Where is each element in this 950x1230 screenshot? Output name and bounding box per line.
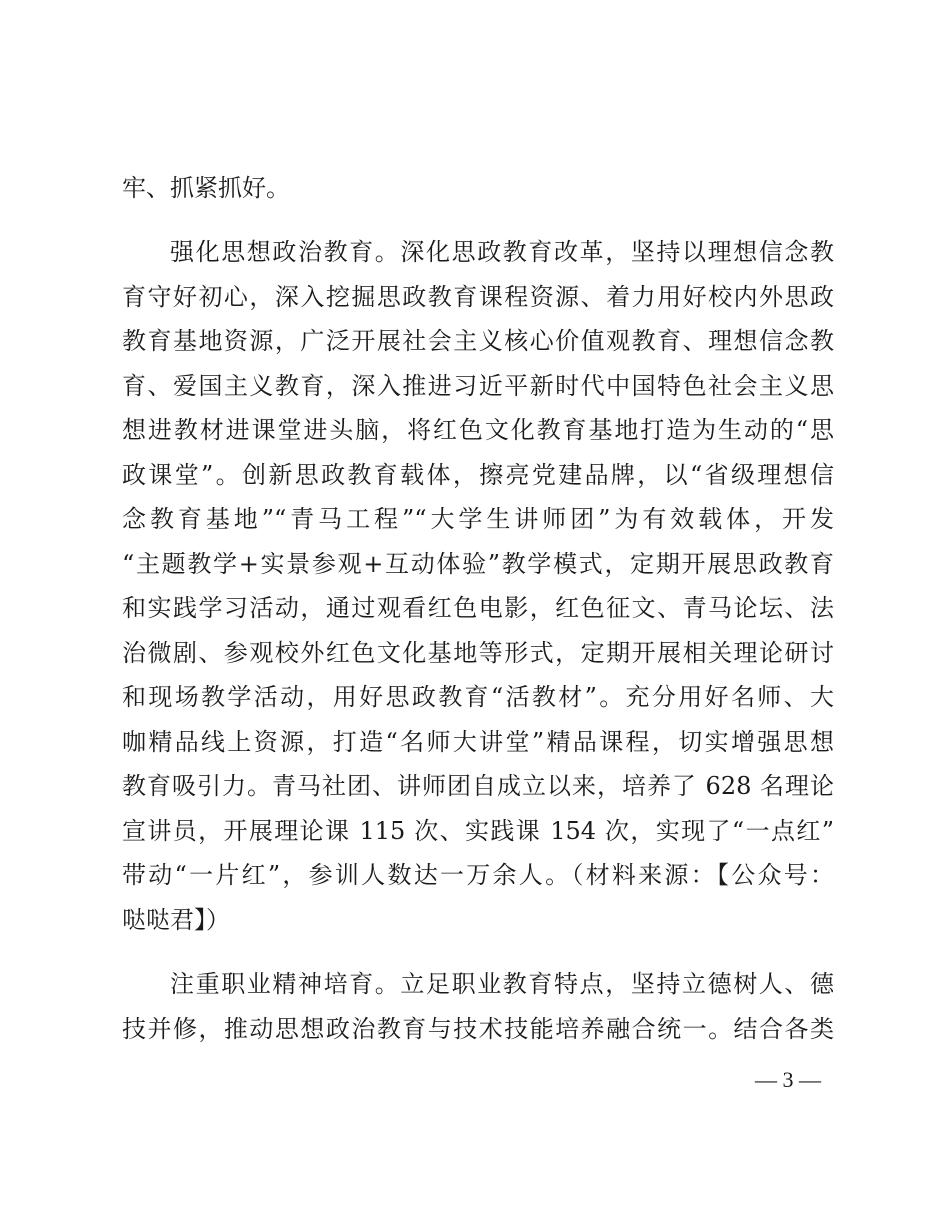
paragraph-line: 和现场教学活动，用好思政教育“活教材”。充分用好名师、大 (122, 683, 834, 711)
paragraph-line: 政课堂”。创新思政教育载体，擦亮党建品牌，以“省级理想信 (122, 461, 834, 489)
paragraph-line: 想进教材进课堂进头脑，将红色文化教育基地打造为生动的“思 (122, 416, 834, 444)
paragraph-line: “主题教学+实景参观+互动体验”教学模式，定期开展思政教育 (122, 550, 834, 578)
paragraph-line: 教育吸引力。青马社团、讲师团自成立以来，培养了 628 名理论 (122, 772, 834, 800)
paragraph-line: 咖精品线上资源，打造“名师大讲堂”精品课程，切实增强思想 (122, 728, 834, 756)
paragraph-line: 注重职业精神培育。立足职业教育特点，坚持立德树人、德 (170, 970, 834, 998)
paragraph-line: 念教育基地”“青马工程”“大学生讲师团”为有效载体，开发 (122, 505, 834, 533)
paragraph-line: 育、爱国主义教育，深入推进习近平新时代中国特色社会主义思 (122, 372, 834, 400)
paragraph-line: 宣讲员，开展理论课 115 次、实践课 154 次，实现了“一点红” (122, 817, 834, 845)
paragraph-line: 技并修，推动思想政治教育与技术技能培养融合统一。结合各类 (122, 1015, 834, 1043)
paragraph-line: 哒哒君】） (122, 906, 230, 934)
paragraph-line: 带动“一片红”，参训人数达一万余人。（材料来源：【公众号： (122, 861, 834, 889)
paragraph-line: 治微剧、参观校外红色文化基地等形式，定期开展相关理论研讨 (122, 639, 834, 667)
page-number: — 3 — (755, 1067, 821, 1092)
paragraph-line: 育守好初心，深入挖掘思政教育课程资源、着力用好校内外思政 (122, 283, 834, 311)
paragraph-line: 牢、抓紧抓好。 (122, 174, 290, 202)
paragraph-line: 强化思想政治教育。深化思政教育改革，坚持以理想信念教 (170, 238, 834, 266)
paragraph-line: 教育基地资源，广泛开展社会主义核心价值观教育、理想信念教 (122, 327, 834, 355)
paragraph-line: 和实践学习活动，通过观看红色电影，红色征文、青马论坛、法 (122, 594, 834, 622)
